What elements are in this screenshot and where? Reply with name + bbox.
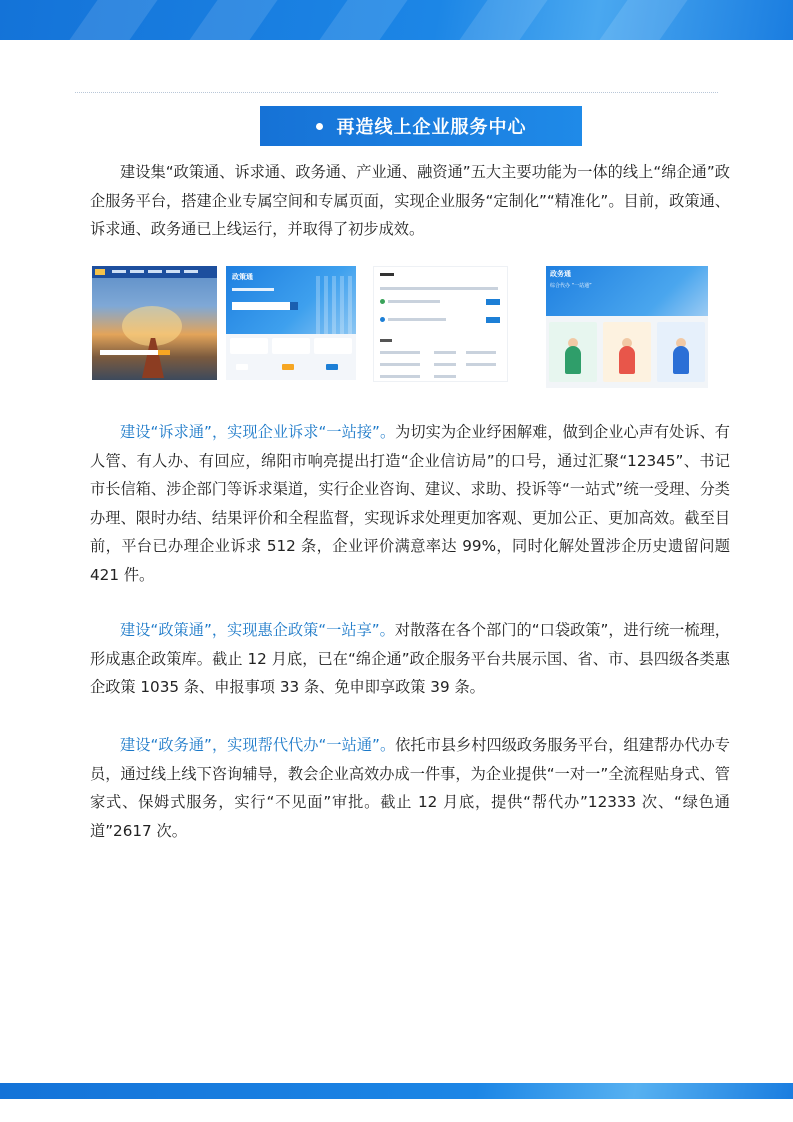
government-service-screenshot [546,266,708,388]
policy-heading: 建设“政策通”，实现惠企政策“一站享”。 [120,621,395,639]
gov-heading: 建设“政务通”，实现帮代代办“一站通”。 [120,736,396,754]
bullet-icon [316,123,323,130]
dotted-divider [75,92,718,93]
bottom-decorative-band [0,1083,793,1099]
intro-text: 建设集“政策通、诉求通、政务通、产业通、融资通”五大主要功能为一体的线上“绵企通”政企服务平台，搭建企业专属空间和专属页面，实现企业服务“定制化”“精准化”。目前，政策通、 诉求通、政务通已上线运行，并取得了初步成效。 [90,163,730,239]
policy-service-screenshot [226,266,356,380]
gov-paragraph [90,731,730,845]
gov-subtitle: 综合代办 “一站通” [550,283,592,289]
gov-brand-label: 政务通 [550,270,571,278]
top-decorative-band [0,0,793,40]
portal-homepage-screenshot [92,266,217,380]
policy-paragraph [90,616,730,702]
search-icon [290,302,298,310]
appeal-body: 为切实为企业纾困解难，做到企业心声有处诉、有人管、有人办、有回应，绵阳市响亮提出打造“企业信访局”的口号，通过汇聚“12345”、书记市长信箱、涉企部门等诉求渠道，实行企业咨询、建议、求助、投诉等“一站式”统一受理、分类办理、限时办结、结果评价和全程监督，实现诉求处理更加客观、更加公正、更加高效。截至目前，平台已办理企业诉求 512 条，企业评价满意率达 99%，同时化解处置涉企历史遗留问题 421 件。 [90,423,730,584]
policy-body: 对散落在各个部门的“口袋政策”，进行统一梳理，形成惠企政策库。截止 12 月底，已在“绵企通”政企服务平台共展示国、省、市、县四级各类惠企政策 1035 条、申报事项 33 条、免申即享政策 39 条。 [90,621,730,697]
intro-paragraph [90,158,730,244]
section-title: 再造线上企业服务中心 [336,117,527,138]
policy-brand-label: 政策通 [232,273,253,281]
gov-body: 依托市县乡村四级政务服务平台，组建帮办代办专员，通过线上线下咨询辅导，教会企业高效办成一件事，为企业提供“一对一”全流程贴身式、管家式、保姆式服务，实行“不见面”审批。截止 12 月底，提供“帮代办”12333 次、“绿色通道”2617 次。 [90,736,730,840]
appeal-paragraph [90,418,730,590]
section-heading-banner [260,106,582,146]
appeal-heading: 建设“诉求通”，实现企业诉求“一站接”。 [120,423,396,441]
appeal-list-screenshot [373,266,508,382]
